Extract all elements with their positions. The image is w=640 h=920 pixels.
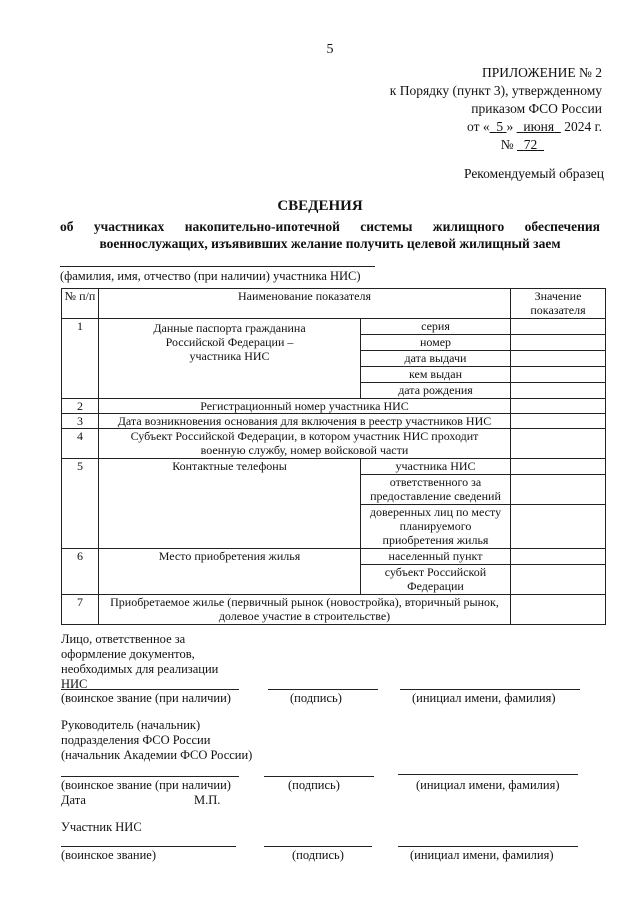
row3-value: [511, 414, 606, 429]
sign2-date-label: Дата: [61, 793, 86, 807]
appendix-line3: приказом ФСО России: [471, 101, 602, 116]
sign2-rank-line: [61, 776, 239, 777]
sign1-signature-line: [268, 689, 378, 690]
sign2-name-line: [398, 774, 578, 775]
row1-sub1: серия: [361, 319, 511, 335]
row4-num: 4: [62, 429, 99, 459]
row4-value: [511, 429, 606, 459]
header-num: № п/п: [62, 289, 99, 319]
table-row: [62, 319, 606, 335]
date-prefix: от «: [467, 119, 490, 134]
sign3-rank-label: (воинское звание): [61, 848, 156, 862]
table-row: [62, 459, 606, 475]
table-row: [62, 595, 606, 625]
appendix-title: ПРИЛОЖЕНИЕ № 2: [481, 65, 602, 80]
row1-sub4: кем выдан: [361, 367, 511, 383]
sign1-signature-label: (подпись): [290, 691, 342, 705]
number-prefix: №: [500, 137, 514, 152]
row1-num: 1: [62, 319, 99, 399]
row1-value3: [511, 351, 606, 367]
row1-sub5: дата рождения: [361, 383, 511, 399]
sign2-signature-line: [264, 776, 374, 777]
table-row: [62, 414, 606, 429]
header-value: Значение показателя: [511, 289, 606, 319]
sign3-signature-label: (подпись): [292, 848, 344, 862]
date-year: 2024 г.: [564, 119, 602, 134]
recommended-sample: Рекомендуемый образец: [463, 166, 604, 181]
row7-value: [511, 595, 606, 625]
subtitle-line-1: об участниках накопительно-ипотечной системы жилищного обеспечения: [60, 219, 600, 234]
row5-value2: [511, 475, 606, 505]
table-row: [62, 549, 606, 565]
row1-name: Данные паспорта гражданина Российской Федерации – участника НИС: [99, 319, 361, 399]
row5-name: Контактные телефоны: [99, 459, 361, 549]
appendix-date: [467, 118, 602, 136]
row6-value1: [511, 549, 606, 565]
sign1-name-line: [400, 689, 580, 690]
row5-sub1: участника НИС: [361, 459, 511, 475]
row6-sub1: населенный пункт: [361, 549, 511, 565]
table-row: [62, 429, 606, 459]
sign3-title: Участник НИС: [61, 820, 142, 834]
sign2-rank-label: (воинское звание (при наличии): [61, 778, 231, 792]
sign2-stamp-label: М.П.: [194, 793, 221, 807]
row7-name: Приобретаемое жилье (первичный рынок (новостройка), вторичный рынок, долевое участие в строительстве): [99, 595, 511, 625]
header-name: Наименование показателя: [99, 289, 511, 319]
document-title: СВЕДЕНИЯ: [277, 198, 363, 214]
number-value: 72: [523, 137, 538, 152]
row7-num: 7: [62, 595, 99, 625]
row3-name: Дата возникновения основания для включения в реестр участников НИС: [99, 414, 511, 429]
row1-value2: [511, 335, 606, 351]
row6-name: Место приобретения жилья: [99, 549, 361, 595]
sign3-name-line: [398, 846, 578, 847]
row5-sub3: доверенных лиц по месту планируемого приобретения жилья: [361, 505, 511, 549]
row1-sub3: дата выдачи: [361, 351, 511, 367]
row2-num: 2: [62, 399, 99, 414]
row3-num: 3: [62, 414, 99, 429]
table-header-row: [62, 289, 606, 319]
row2-name: Регистрационный номер участника НИС: [99, 399, 511, 414]
document-subtitle: [60, 218, 600, 252]
page-number: 5: [326, 42, 334, 57]
row6-value2: [511, 565, 606, 595]
fio-line: [60, 266, 375, 267]
row1-value5: [511, 383, 606, 399]
sign3-name-label: (инициал имени, фамилия): [410, 848, 554, 862]
data-table: [61, 288, 606, 625]
row4-name: Субъект Российской Федерации, в котором участник НИС проходит военную службу, номер войсковой части: [99, 429, 511, 459]
sign1-rank-line: [61, 689, 239, 690]
date-month: июня: [523, 119, 555, 134]
row6-num: 6: [62, 549, 99, 595]
row6-sub2: субъект Российской Федерации: [361, 565, 511, 595]
row1-value1: [511, 319, 606, 335]
sign2-name-label: (инициал имени, фамилия): [416, 778, 560, 792]
date-mid: »: [506, 119, 514, 134]
fio-label: (фамилия, имя, отчество (при наличии) участника НИС): [60, 269, 361, 283]
sign3-rank-line: [61, 846, 236, 847]
row5-sub2: ответственного за предоставление сведений: [361, 475, 511, 505]
sign2-signature-label: (подпись): [288, 778, 340, 792]
sign1-name-label: (инициал имени, фамилия): [412, 691, 556, 705]
appendix-line2: к Порядку (пункт 3), утвержденному: [389, 83, 602, 98]
row1-value4: [511, 367, 606, 383]
table-row: [62, 399, 606, 414]
appendix-number: [501, 136, 544, 154]
sign1-rank-label: (воинское звание (при наличии): [61, 691, 231, 705]
subtitle-line-2: военнослужащих, изъявивших желание получить целевой жилищный заем: [99, 236, 561, 251]
date-day: 5: [496, 119, 504, 134]
sign3-signature-line: [264, 846, 372, 847]
sign2-title: Руководитель (начальник) подразделения ФСО России (начальник Академии ФСО России): [61, 718, 253, 762]
row5-value3: [511, 505, 606, 549]
row5-num: 5: [62, 459, 99, 549]
row5-value1: [511, 459, 606, 475]
row2-value: [511, 399, 606, 414]
sign1-title: Лицо, ответственное за оформление документов, необходимых для реализации НИС: [61, 632, 219, 691]
row1-sub2: номер: [361, 335, 511, 351]
